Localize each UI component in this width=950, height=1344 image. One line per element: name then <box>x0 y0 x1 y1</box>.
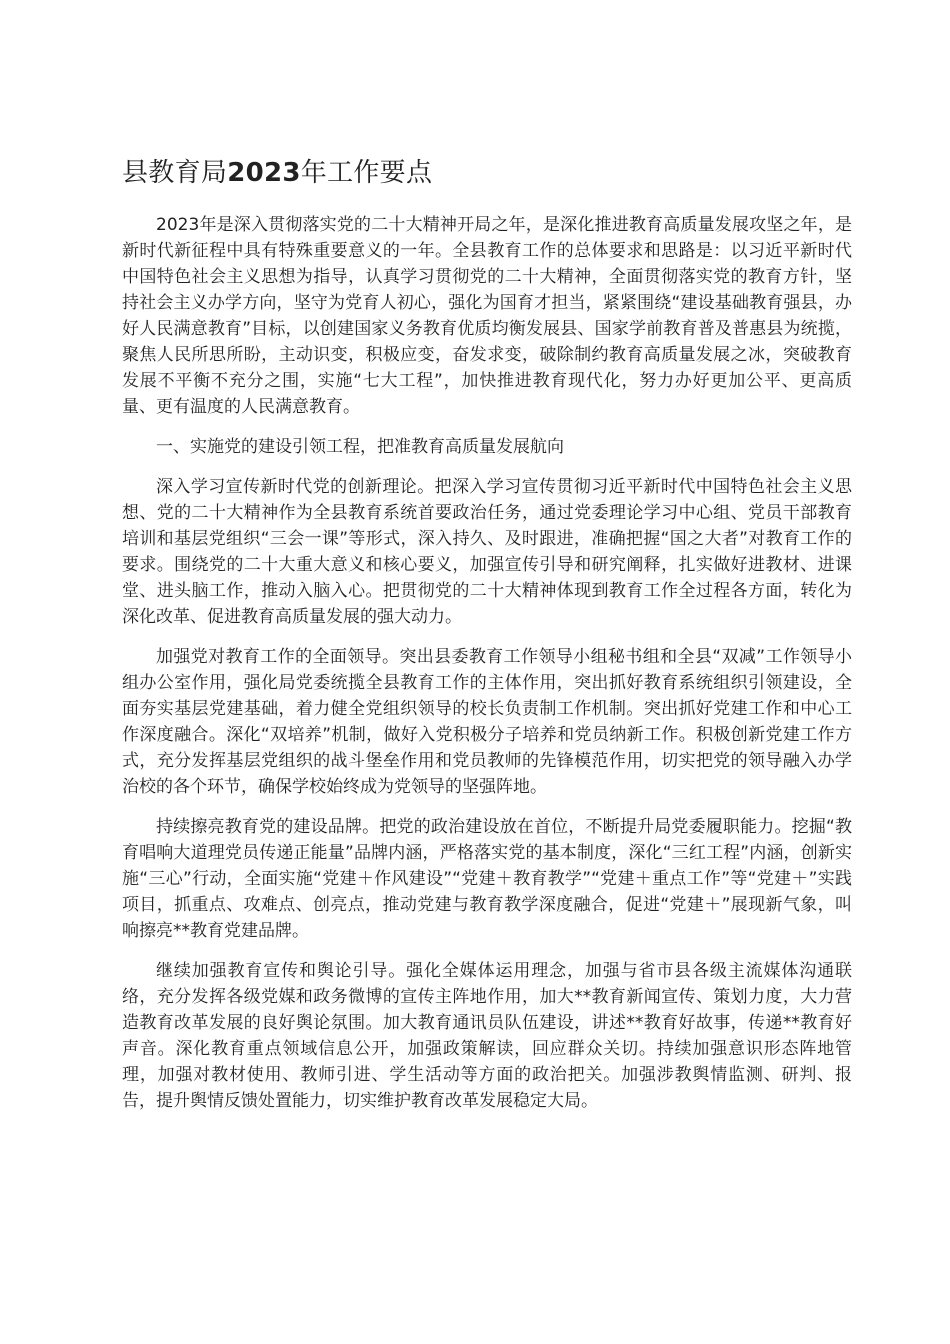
body-paragraph: 继续加强教育宣传和舆论引导。强化全媒体运用理念，加强与省市县各级主流媒体沟通联络，充分发挥各级党媒和政务微博的宣传主阵地作用，加大**教育新闻宣传、策划力度，大力营造教育改革发展的良好舆论氛围。加大教育通讯员队伍建设，讲述**教育好故事，传递**教育好声音。深化教育重点领域信息公开，加强政策解读，回应群众关切。持续加强意识形态阵地管理，加强对教材使用、教师引进、学生活动等方面的政治把关。加强涉教舆情监测、研判、报告，提升舆情反馈处置能力，切实维护教育改革发展稳定大局。 <box>122 961 852 1111</box>
title-prefix: 县教育局 <box>122 158 228 188</box>
section-heading: 一、实施党的建设引领工程，把准教育高质量发展航向 <box>156 437 564 457</box>
intro-paragraph: 2023年是深入贯彻落实党的二十大精神开局之年，是深化推进教育高质量发展攻坚之年，是新时代新征程中具有特殊重要意义的一年。全县教育工作的总体要求和思路是：以习近平新时代中国特色社会主义思想为指导，认真学习贯彻党的二十大精神，全面贯彻落实党的教育方针，坚持社会主义办学方向，坚守为党育人初心，强化为国育才担当，紧紧围绕“建设基础教育强县，办好人民满意教育”目标，以创建国家义务教育优质均衡发展县、国家学前教育普及普惠县为统揽，聚焦人民所思所盼，主动识变，积极应变，奋发求变，破除制约教育高质量发展之冰，突破教育发展不平衡不充分之围，实施“七大工程”，加快推进教育现代化，努力办好更加公平、更高质量、更有温度的人民满意教育。 <box>122 215 852 417</box>
body-paragraph: 深入学习宣传新时代党的创新理论。把深入学习宣传贯彻习近平新时代中国特色社会主义思想、党的二十大精神作为全县教育系统首要政治任务，通过党委理论学习中心组、党员干部教育培训和基层党组织“三会一课”等形式，深入持久、及时跟进，准确把握“国之大者”对教育工作的要求。围绕党的二十大重大意义和核心要义，加强宣传引导和研究阐释，扎实做好进教材、进课堂、进头脑工作，推动入脑入心。把贯彻党的二十大精神体现到教育工作全过程各方面，转化为深化改革、促进教育高质量发展的强大动力。 <box>122 477 852 627</box>
document-page <box>122 155 852 1128</box>
title-suffix: 年工作要点 <box>300 158 433 188</box>
document-title <box>122 155 852 191</box>
title-year: 2023 <box>227 158 301 188</box>
body-paragraph: 持续擦亮教育党的建设品牌。把党的政治建设放在首位，不断提升局党委履职能力。挖掘“教育唱响大道理党员传递正能量”品牌内涵，严格落实党的基本制度，深化“三红工程”内涵，创新实施“三心”行动，全面实施“党建＋作风建设”“党建＋教育教学”“党建＋重点工作”等“党建＋”实践项目，抓重点、攻难点、创亮点，推动党建与教育教学深度融合，促进“党建＋”展现新气象，叫响擦亮**教育党建品牌。 <box>122 817 852 941</box>
body-paragraph: 加强党对教育工作的全面领导。突出县委教育工作领导小组秘书组和全县“双减”工作领导小组办公室作用，强化局党委统揽全县教育工作的主体作用，突出抓好教育系统组织引领建设，全面夯实基层党建基础，着力健全党组织领导的校长负责制工作机制。突出抓好党建工作和中心工作深度融合。深化“双培养”机制，做好入党积极分子培养和党员纳新工作。积极创新党建工作方式，充分发挥基层党组织的战斗堡垒作用和党员教师的先锋模范作用，切实把党的领导融入办学治校的各个环节，确保学校始终成为党领导的坚强阵地。 <box>122 647 852 797</box>
